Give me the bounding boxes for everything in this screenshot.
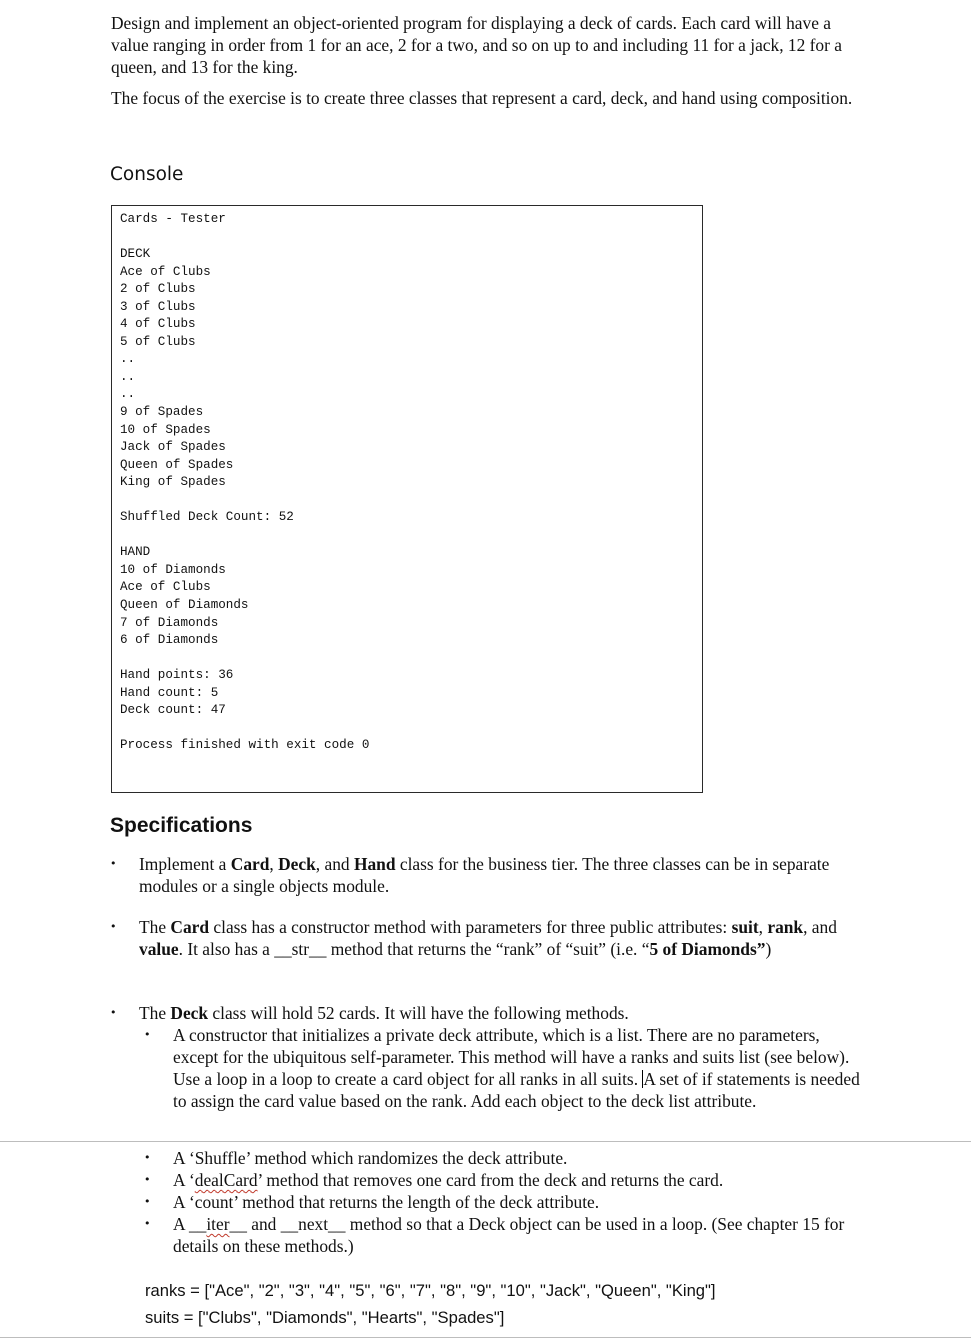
spelling-flagged-word: dealCard xyxy=(194,1170,258,1190)
console-line: .. xyxy=(120,352,136,367)
spec-subitem-count: A ‘count’ method that returns the length of the deck attribute. xyxy=(173,1192,600,1212)
console-line: 4 of Clubs xyxy=(120,317,196,332)
intro-paragraph-1: Design and implement an object-oriented program for displaying a deck of cards. Each card will have a value ranging in order from 1 for an ace, 2 for a two, and so on up to and including 11 for a jack, 12 for a queen, and 13 for the king. xyxy=(111,13,842,77)
console-line: 9 of Spades xyxy=(120,405,204,420)
console-line: Hand points: 36 xyxy=(120,668,234,683)
bullet-marker: • xyxy=(144,1195,151,1208)
bullet-marker: • xyxy=(144,1173,151,1186)
spec-subitem-constructor: A constructor that initializes a private deck attribute, which is a list. There are no parameters, except for the ubiquitous self-parameter. This method will have a ranks and suits list (see below). Use a loop in a loop to create a card object for all ranks in all suits. A set of if statements is needed to assign the card value based on the rank. Add each object to the deck list attribute. xyxy=(173,1025,860,1111)
console-line: 10 of Diamonds xyxy=(120,562,226,577)
console-line: Hand count: 5 xyxy=(120,685,219,700)
console-line: .. xyxy=(120,387,136,402)
console-heading: Console xyxy=(110,164,184,185)
console-line: DECK xyxy=(120,247,151,262)
console-line: Deck count: 47 xyxy=(120,703,226,718)
console-output-box xyxy=(111,205,703,793)
page-bottom-divider xyxy=(0,1337,971,1338)
spec-subitem-iter-next: A __iter__ and __next__ method so that a Deck object can be used in a loop. (See chapter 15 for details on these methods.) xyxy=(173,1214,845,1256)
console-line: Shuffled Deck Count: 52 xyxy=(120,510,294,525)
specifications-heading: Specifications xyxy=(110,814,253,837)
console-line: 10 of Spades xyxy=(120,422,211,437)
bullet-marker: • xyxy=(110,857,117,870)
bullet-marker: • xyxy=(110,1006,117,1019)
console-line: Ace of Clubs xyxy=(120,264,211,279)
bullet-marker: • xyxy=(144,1151,151,1164)
console-line: 7 of Diamonds xyxy=(120,615,219,630)
console-line: 3 of Clubs xyxy=(120,299,196,314)
spec-subitem-shuffle: A ‘Shuffle’ method which randomizes the deck attribute. xyxy=(173,1148,568,1168)
spec-item-card-class: The Card class has a constructor method with parameters for three public attributes: suit, rank, and value. It also has a __str__ method that returns the “rank” of “suit” (i.e. “5 of Diamonds”) xyxy=(139,917,837,959)
page-break-divider xyxy=(0,1141,971,1142)
console-line: 5 of Clubs xyxy=(120,334,196,349)
console-line: Ace of Clubs xyxy=(120,580,211,595)
bullet-marker: • xyxy=(110,920,117,933)
console-line: 6 of Diamonds xyxy=(120,633,219,648)
console-line: 2 of Clubs xyxy=(120,282,196,297)
console-line: HAND xyxy=(120,545,151,560)
bullet-marker: • xyxy=(144,1217,151,1230)
spec-subitem-dealcard: A ‘dealCard’ method that removes one card from the deck and returns the card. xyxy=(173,1170,724,1190)
console-line: Queen of Spades xyxy=(120,457,234,472)
console-line: Jack of Spades xyxy=(120,440,226,455)
ranks-list-code: ranks = ["Ace", "2", "3", "4", "5", "6", "7", "8", "9", "10", "Jack", "Queen", "King"] xyxy=(145,1281,716,1300)
intro-paragraph-2: The focus of the exercise is to create three classes that represent a card, deck, and hand using composition. xyxy=(111,88,853,108)
console-line: Cards - Tester xyxy=(120,212,226,226)
bullet-marker: • xyxy=(144,1028,151,1041)
spec-item-classes: Implement a Card, Deck, and Hand class for the business tier. The three classes can be in separate modules or a single objects module. xyxy=(139,854,830,896)
console-line: King of Spades xyxy=(120,475,226,490)
suits-list-code: suits = ["Clubs", "Diamonds", "Hearts", "Spades"] xyxy=(145,1308,505,1327)
spec-item-deck-class: The Deck class will hold 52 cards. It will have the following methods. xyxy=(139,1003,629,1023)
console-output-text xyxy=(120,211,369,755)
spelling-flagged-word: iter xyxy=(206,1214,230,1234)
console-line: Queen of Diamonds xyxy=(120,598,249,613)
console-line: .. xyxy=(120,369,136,384)
console-line: Process finished with exit code 0 xyxy=(120,738,370,753)
